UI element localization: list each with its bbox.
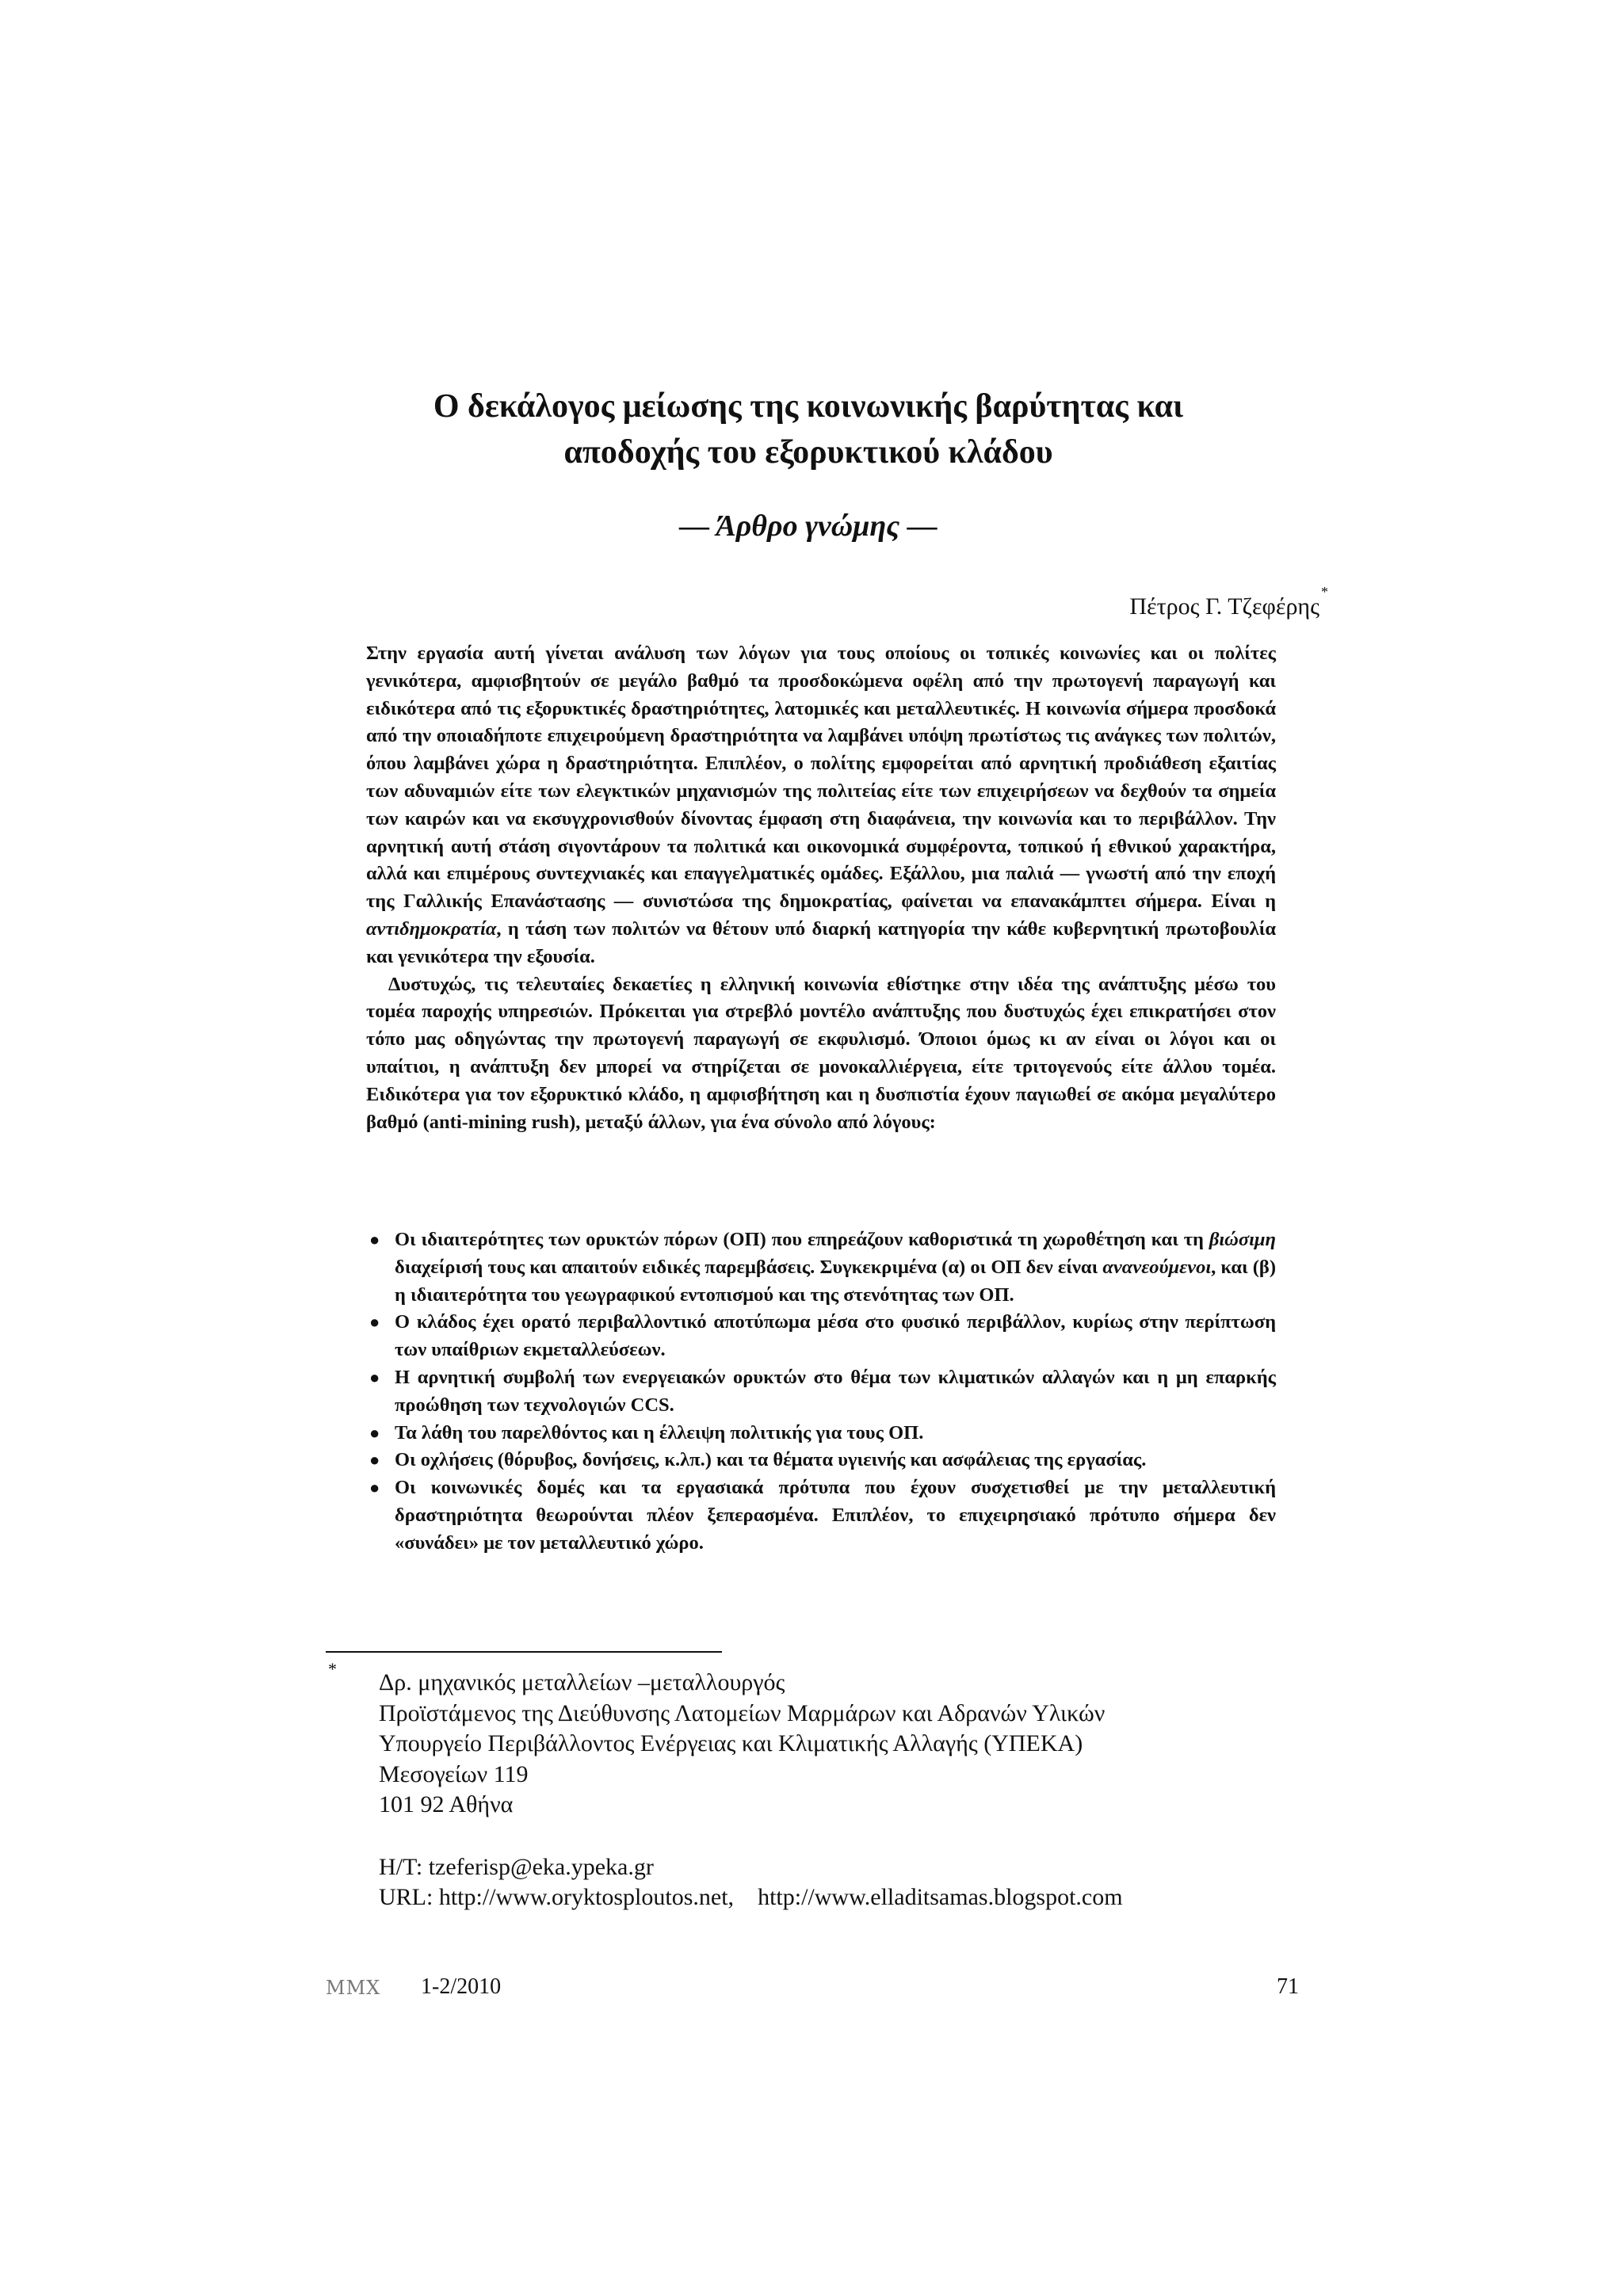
list-item: [366, 1474, 1276, 1557]
article-title: [333, 383, 1284, 475]
reasons-list: [366, 1226, 1276, 1558]
bullet-icon: ●: [369, 1422, 380, 1443]
bullet-icon: ●: [369, 1230, 380, 1249]
list-item-italic: βιώσιμη: [1209, 1229, 1276, 1250]
issue-number: 1-2/2010: [421, 1974, 502, 1999]
author-name: [1129, 584, 1328, 620]
journal-logo: ΜΜΧ: [326, 1977, 381, 1999]
footnote-divider: [326, 1651, 722, 1653]
title-line-1: Ο δεκάλογος μείωσης της κοινωνικής βαρύτητας και: [433, 388, 1184, 425]
footnote-spacer: [379, 1821, 1330, 1852]
footnote-line-position: Προϊστάμενος της Διεύθυνσης Λατομείων Μαρμάρων και Αδρανών Υλικών: [379, 1699, 1106, 1726]
list-item: [366, 1420, 1276, 1447]
footnote-urls: [379, 1882, 1330, 1913]
title-line-2: αποδοχής του εξορυκτικού κλάδου: [563, 434, 1053, 471]
page-footer: [326, 1974, 1299, 2006]
list-item: [366, 1364, 1276, 1420]
footnote-line-degree: Δρ. μηχανικός μεταλλείων –μεταλλουργός: [379, 1669, 785, 1695]
article-body: [366, 640, 1276, 1136]
list-item-text: Ο κλάδος έχει ορατό περιβαλλοντικό αποτύπωμα μέσα στο φυσικό περιβάλλον, κυρίως στην περίπτωση των υπαίθριων εκμεταλλεύσεων.: [395, 1311, 1276, 1361]
article-subtitle: — Άρθρο γνώμης —: [679, 509, 938, 543]
list-item-text: Η αρνητική συμβολή των ενεργειακών ορυκτών στο θέμα των κλιματικών αλλαγών και η μη επαρκής προώθηση των τεχνολογιών CCS.: [395, 1366, 1276, 1416]
list-item: [366, 1447, 1276, 1474]
footnote-line-city: 101 92 Αθήνα: [379, 1791, 514, 1817]
list-item-text: διαχείρισή τους και απαιτούν ειδικές παρεμβάσεις. Συγκεκριμένα (α) οι ΟΠ δεν είναι: [395, 1256, 1103, 1278]
footnote-line-street: Μεσογείων 119: [379, 1760, 529, 1787]
footnote-url-1[interactable]: URL: http://www.oryktosploutos.net,: [379, 1884, 735, 1910]
list-item-text: , και (β) η ιδιαιτερότητα του γεωγραφικού εντοπισμού και της στενότητας των ΟΠ.: [395, 1256, 1276, 1306]
list-item-italic: ανανεούμενοι: [1102, 1256, 1212, 1278]
footnote-email: Η/Τ: tzeferisp@eka.ypeka.gr: [379, 1853, 654, 1880]
list-item: [366, 1226, 1276, 1309]
footnote: [379, 1668, 1330, 1913]
list-item-text: Τα λάθη του παρελθόντος και η έλλειψη πολιτικής για τους ΟΠ.: [395, 1421, 924, 1444]
list-item: [366, 1309, 1276, 1364]
author-footnote-mark: *: [1321, 584, 1328, 600]
paragraph-1-text-a: Στην εργασία αυτή γίνεται ανάλυση των λόγων για τους οποίους οι τοπικές κοινωνίες και οι πολίτες γενικότερα, αμφισβητούν σε μεγάλο βαθμό τα προσδοκώμενα οφέλη από την πρωτογενή παραγωγή και ειδικότερα από τις εξορυκτικές δραστηριότητες, λατομικές και μεταλλευτικές. Η κοινωνία σήμερα προσδοκά από την οποιαδήποτε επιχειρούμενη δραστηριότητα να λαμβάνει υπόψη πρωτίστως τις ανάγκες των πολιτών, όπου λαμβάνει χώρα η δραστηριότητα. Επιπλέον, ο πολίτης εμφορείται από αρνητική προδιάθεση εξαιτίας των αδυναμιών είτε των ελεγκτικών μηχανισμών της πολιτείας είτε των επιχειρήσεων να δεχθούν τα σημεία των καιρών και να εκσυγχρονισθούν δίνοντας έμφαση στη διαφάνεια, την κοινωνία και το περιβάλλον. Την αρνητική αυτή στάση σιγοντάρουν τα πολιτικά και οικονομικά συμφέροντα, τοπικού ή εθνικού χαρακτήρα, αλλά και επιμέρους συντεχνιακές και επαγγελματικές ομάδες. Εξάλλου, μια παλιά — γνωστή από την εποχή της Γαλλικής Επανάστασης — συνιστώσα της δημοκρατίας, φαίνεται να επανακάμπτει σήμερα. Είναι η: [366, 643, 1276, 913]
footnote-mark: *: [328, 1659, 337, 1679]
page-number: 71: [1277, 1974, 1299, 1999]
paragraph-1: [366, 640, 1276, 971]
author-text: Πέτρος Γ. Τζεφέρης: [1129, 593, 1319, 620]
list-item-text: Οι οχλήσεις (θόρυβος, δονήσεις, κ.λπ.) και τα θέματα υγιεινής και ασφάλειας της εργασίας.: [395, 1449, 1147, 1471]
bullet-icon: ●: [369, 1367, 380, 1387]
bullet-icon: ●: [369, 1478, 380, 1498]
list-item-text: Οι κοινωνικές δομές και τα εργασιακά πρότυπα που έχουν συσχετισθεί με την μεταλλευτική δραστηριότητα θεωρούνται πλέον ξεπερασμένα. Επιπλέον, το επιχειρησιακό πρότυπο σήμερα δεν «συνάδει» με τον μεταλλευτικό χώρο.: [395, 1477, 1276, 1554]
footnote-line-ministry: Υπουργείο Περιβάλλοντος Ενέργειας και Κλιματικής Αλλαγής (ΥΠΕΚΑ): [379, 1730, 1083, 1756]
bullet-icon: ●: [369, 1312, 380, 1333]
paragraph-2: Δυστυχώς, τις τελευταίες δεκαετίες η ελληνική κοινωνία εθίστηκε στην ιδέα της ανάπτυξης μέσω του τομέα παροχής υπηρεσιών. Πρόκειται για στρεβλό μοντέλο ανάπτυξης που δυστυχώς έχει επικρατήσει στον τόπο μας οδηγώντας την πρωτογενή παραγωγή σε εκφυλισμό. Όποιοι όμως κι αν είναι οι λόγοι και οι υπαίτιοι, η ανάπτυξη δεν μπορεί να στηρίζεται σε μονοκαλλιέργεια, είτε τριτογενούς είτε άλλου τομέα. Ειδικότερα για τον εξορυκτικό κλάδο, η αμφισβήτηση και η δυσπιστία έχουν παγιωθεί σε ακόμα μεγαλύτερο βαθμό (anti-mining rush), μεταξύ άλλων, για ένα σύνολο από λόγους:: [366, 973, 1276, 1133]
paragraph-1-text-b: , η τάση των πολιτών να θέτουν υπό διαρκή κατηγορία την κάθε κυβερνητική πρωτοβουλία και γενικότερα την εξουσία.: [366, 917, 1276, 967]
list-item-text: Οι ιδιαιτερότητες των ορυκτών πόρων (ΟΠ) που επηρεάζουν καθοριστικά τη χωροθέτηση και τη: [395, 1229, 1209, 1250]
bullet-icon: ●: [369, 1450, 380, 1470]
paragraph-1-italic: αντιδημοκρατία: [366, 917, 497, 940]
footnote-url-2[interactable]: http://www.elladitsamas.blogspot.com: [758, 1884, 1123, 1910]
